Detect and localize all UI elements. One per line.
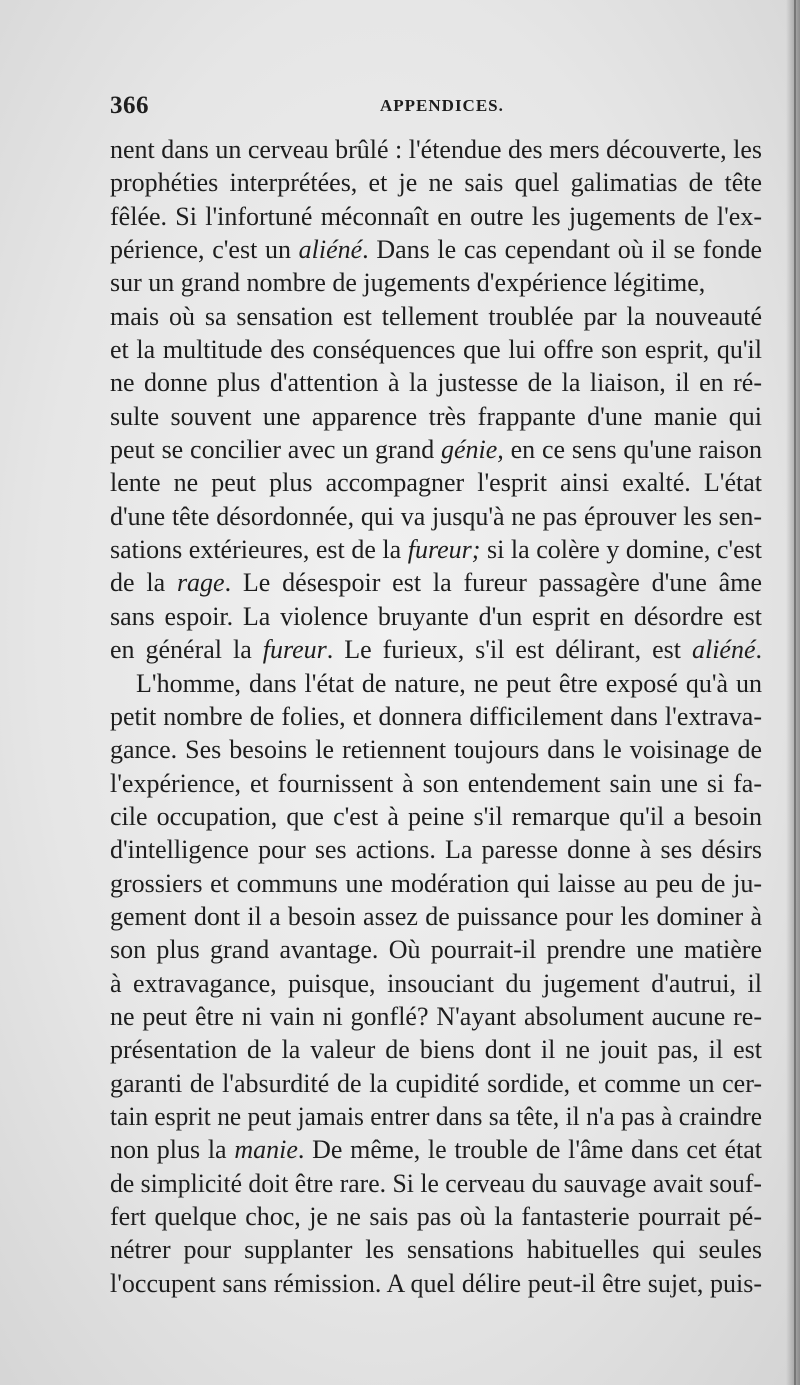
text-line — [110, 800, 762, 833]
italic-term: rage — [176, 568, 225, 598]
text-segment: de la — [110, 568, 177, 598]
text-line — [110, 1133, 762, 1166]
text-line — [110, 1200, 762, 1233]
text-line — [110, 967, 762, 1000]
text-segment: peut se concilier avec un grand — [110, 435, 441, 465]
italic-term: aliéné — [298, 235, 363, 265]
text-segment: sulte souvent une apparence très frappante d'une manie qui — [110, 401, 762, 431]
text-line — [110, 867, 762, 900]
text-segment: . Dans le cas cependant où il se fonde — [362, 235, 762, 265]
text-segment: gement dont il a besoin assez de puissance pour les dominer à — [110, 901, 762, 931]
running-header — [110, 92, 750, 122]
italic-term: manie — [234, 1135, 298, 1165]
spine-edge — [794, 0, 796, 1385]
text-segment: d'intelligence pour ses actions. La paresse donne à ses désirs — [110, 835, 762, 865]
text-line — [110, 1233, 762, 1266]
text-segment: d'une tête désordonnée, qui va jusqu'à ne pas éprouver les sen- — [110, 501, 762, 531]
text-line — [110, 266, 762, 299]
text-line — [110, 933, 762, 966]
text-segment: ne donne plus d'attention à la justesse de la liaison, il en ré- — [110, 368, 762, 398]
text-segment: fert quelque choc, je ne sais pas où la fantasterie pourrait pé- — [110, 1202, 762, 1231]
text-segment: . Le désespoir est la fureur passagère d'une âme — [224, 568, 762, 598]
text-segment: sur un grand nombre de jugements d'expérience légitime, — [110, 268, 706, 298]
text-segment: l'occupent sans rémission. A quel délire peut-il être sujet, puis- — [110, 1268, 762, 1298]
text-segment: en ce sens qu'une raison — [503, 435, 762, 465]
text-segment: si la colère y domine, c'est — [480, 535, 762, 565]
text-segment: prophéties interprétées, et je ne sais quel galimatias de tête — [110, 168, 762, 198]
text-line — [110, 1100, 762, 1133]
italic-term: fureur; — [407, 535, 481, 565]
text-line — [110, 200, 762, 233]
text-line — [110, 533, 762, 566]
page-number: 366 — [110, 92, 149, 119]
text-line — [110, 233, 762, 266]
text-line — [110, 300, 762, 333]
text-line — [110, 600, 762, 633]
text-segment: lente ne peut plus accompagner l'esprit ainsi exalté. L'état — [110, 468, 762, 498]
text-line — [110, 667, 762, 700]
text-segment: sations extérieures, est de la — [110, 535, 408, 565]
text-segment: en général la — [110, 635, 263, 665]
text-line — [110, 133, 762, 166]
text-line — [110, 767, 762, 800]
text-segment: ne peut être ni vain ni gonflé? N'ayant absolument aucune re- — [110, 1001, 762, 1031]
running-title: APPENDICES. — [380, 96, 504, 115]
text-line — [110, 1000, 762, 1033]
text-segment: . Le furieux, s'il est délirant, est — [326, 635, 692, 665]
text-line — [110, 433, 762, 466]
text-line — [110, 1033, 762, 1066]
text-segment: non plus la — [110, 1135, 235, 1165]
text-segment: grossiers et communs une modération qui laisse au peu de ju- — [110, 868, 762, 898]
text-line — [110, 1067, 762, 1100]
text-segment: son plus grand avantage. Où pourrait-il prendre une matière — [110, 935, 762, 965]
text-segment: l'expérience, et fournissent à son entendement sain une si fa- — [110, 768, 762, 798]
text-line — [110, 400, 762, 433]
text-line — [110, 733, 762, 766]
text-segment: à extravagance, puisque, insouciant du jugement d'autrui, il — [110, 968, 762, 998]
text-segment: gance. Ses besoins le retiennent toujours dans le voisinage de — [110, 735, 762, 765]
text-line — [110, 1167, 762, 1200]
text-segment: de simplicité doit être rare. Si le cerveau du sauvage avait souf- — [110, 1168, 762, 1198]
text-line — [110, 700, 762, 733]
text-segment: . De même, le trouble de l'âme dans cet état — [297, 1135, 762, 1165]
text-line — [110, 900, 762, 933]
text-line — [110, 833, 762, 866]
text-segment: fêlée. Si l'infortuné méconnaît en outre les jugements de l'ex- — [110, 201, 762, 231]
text-segment: sans espoir. La violence bruyante d'un esprit en désordre est — [110, 601, 762, 631]
italic-term: fureur — [262, 635, 327, 665]
text-segment: et la multitude des conséquences que lui offre son esprit, qu'il — [110, 335, 762, 365]
text-line — [110, 466, 762, 499]
italic-term: aliéné — [691, 635, 756, 665]
text-segment: périence, c'est un — [110, 235, 299, 265]
text-line — [110, 166, 762, 199]
text-line — [110, 500, 762, 533]
text-segment: présentation de la valeur de biens dont il ne jouit pas, il est — [110, 1035, 762, 1065]
text-segment: mais où sa sensation est tellement troublée par la nouveauté — [110, 301, 762, 331]
text-line — [110, 333, 762, 366]
text-line — [110, 366, 762, 399]
italic-term: génie, — [441, 435, 504, 465]
text-segment: nétrer pour supplanter les sensations habituelles qui seules — [110, 1235, 762, 1265]
text-segment: nent dans un cerveau brûlé : l'étendue des mers découverte, les — [110, 135, 762, 164]
text-segment: . — [755, 635, 762, 665]
text-line — [110, 566, 762, 599]
text-segment: cile occupation, que c'est à peine s'il remarque qu'il a besoin — [110, 801, 762, 831]
text-segment: tain esprit ne peut jamais entrer dans sa tête, il n'a pas à craindre — [110, 1101, 762, 1131]
text-segment: L'homme, dans l'état de nature, ne peut être exposé qu'à un — [136, 668, 762, 698]
spine-shadow — [786, 0, 800, 1385]
body-text — [110, 133, 762, 1300]
text-segment: petit nombre de folies, et donnera difficilement dans l'extrava- — [110, 701, 762, 731]
text-line — [110, 633, 762, 666]
text-segment: garanti de l'absurdité de la cupidité sordide, et comme un cer- — [110, 1068, 762, 1098]
text-line — [110, 1267, 762, 1300]
